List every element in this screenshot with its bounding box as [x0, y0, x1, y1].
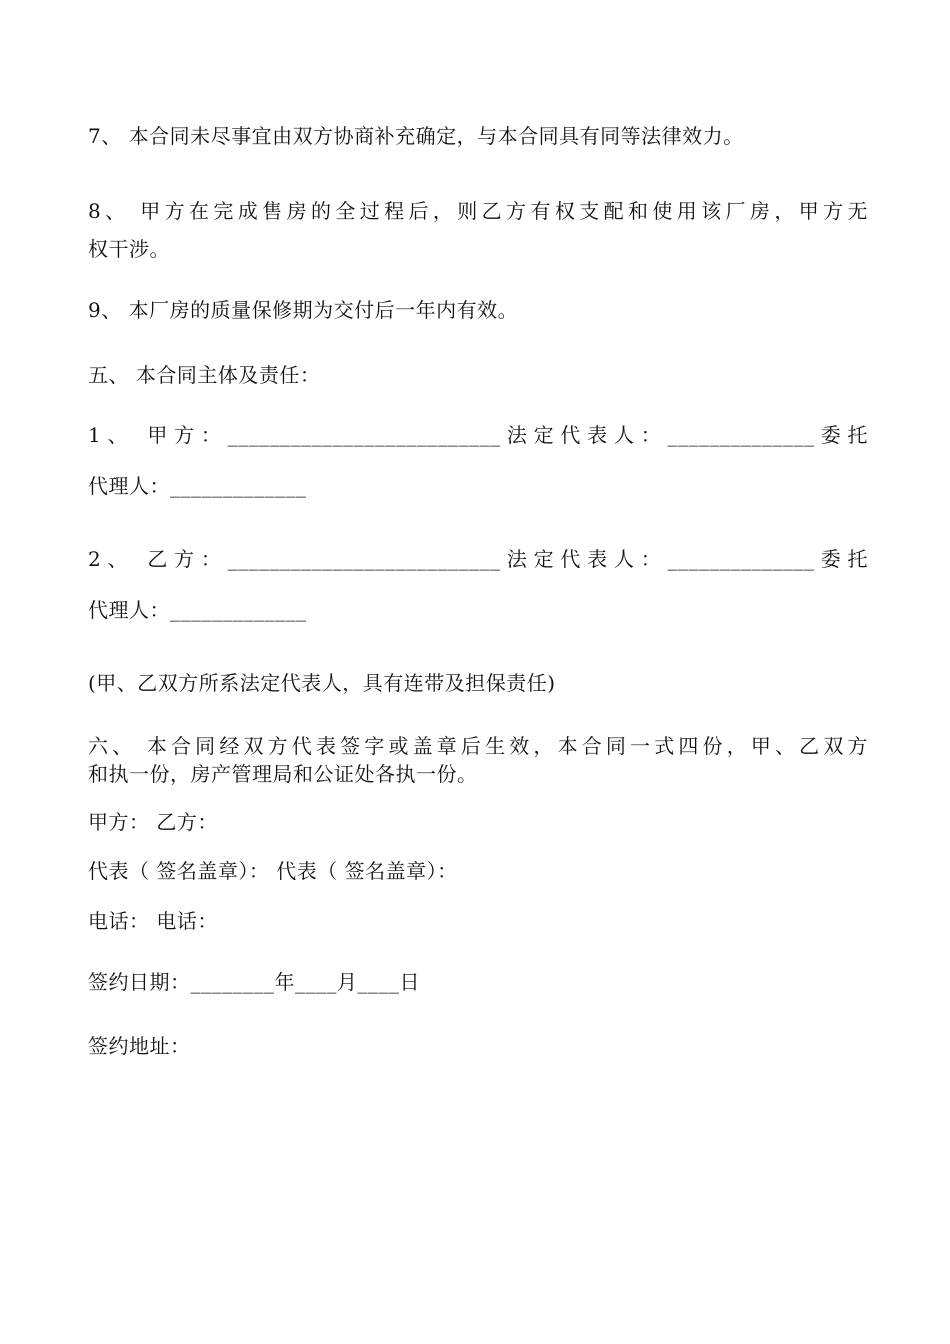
- signature-parties: 甲方： 乙方：: [88, 810, 218, 834]
- clause-7: 7、 本合同未尽事宜由双方协商补充确定，与本合同具有同等法律效力。: [88, 124, 744, 148]
- signature-phones: 电话： 电话：: [88, 909, 218, 933]
- section-5-heading: 五、 本合同主体及责任：: [88, 363, 321, 387]
- party-a-line-1: 1、 甲方：__________________________法定代表人：______________委托: [88, 423, 868, 447]
- section-6-line-1: 六、 本合同经双方代表签字或盖章后生效，本合同一式四份，甲、乙双方: [88, 734, 868, 758]
- party-b-line-1: 2、 乙方：__________________________法定代表人：______________委托: [88, 547, 868, 571]
- liability-note: (甲、乙双方所系法定代表人，具有连带及担保责任): [88, 671, 556, 695]
- signing-address: 签约地址：: [88, 1034, 191, 1058]
- party-b-line-2: 代理人：_____________: [88, 598, 307, 622]
- section-6-line-2: 和执一份，房产管理局和公证处各执一份。: [88, 762, 478, 786]
- signing-date: 签约日期：________年____月____日: [88, 970, 420, 994]
- signature-representatives: 代表（ 签名盖章）： 代表（ 签名盖章）：: [88, 859, 458, 883]
- clause-8-line-2: 权干涉。: [88, 237, 170, 261]
- party-a-line-2: 代理人：_____________: [88, 474, 307, 498]
- clause-9: 9、 本厂房的质量保修期为交付后一年内有效。: [88, 298, 519, 322]
- clause-8-line-1: 8、 甲方在完成售房的全过程后，则乙方有权支配和使用该厂房，甲方无: [88, 199, 868, 223]
